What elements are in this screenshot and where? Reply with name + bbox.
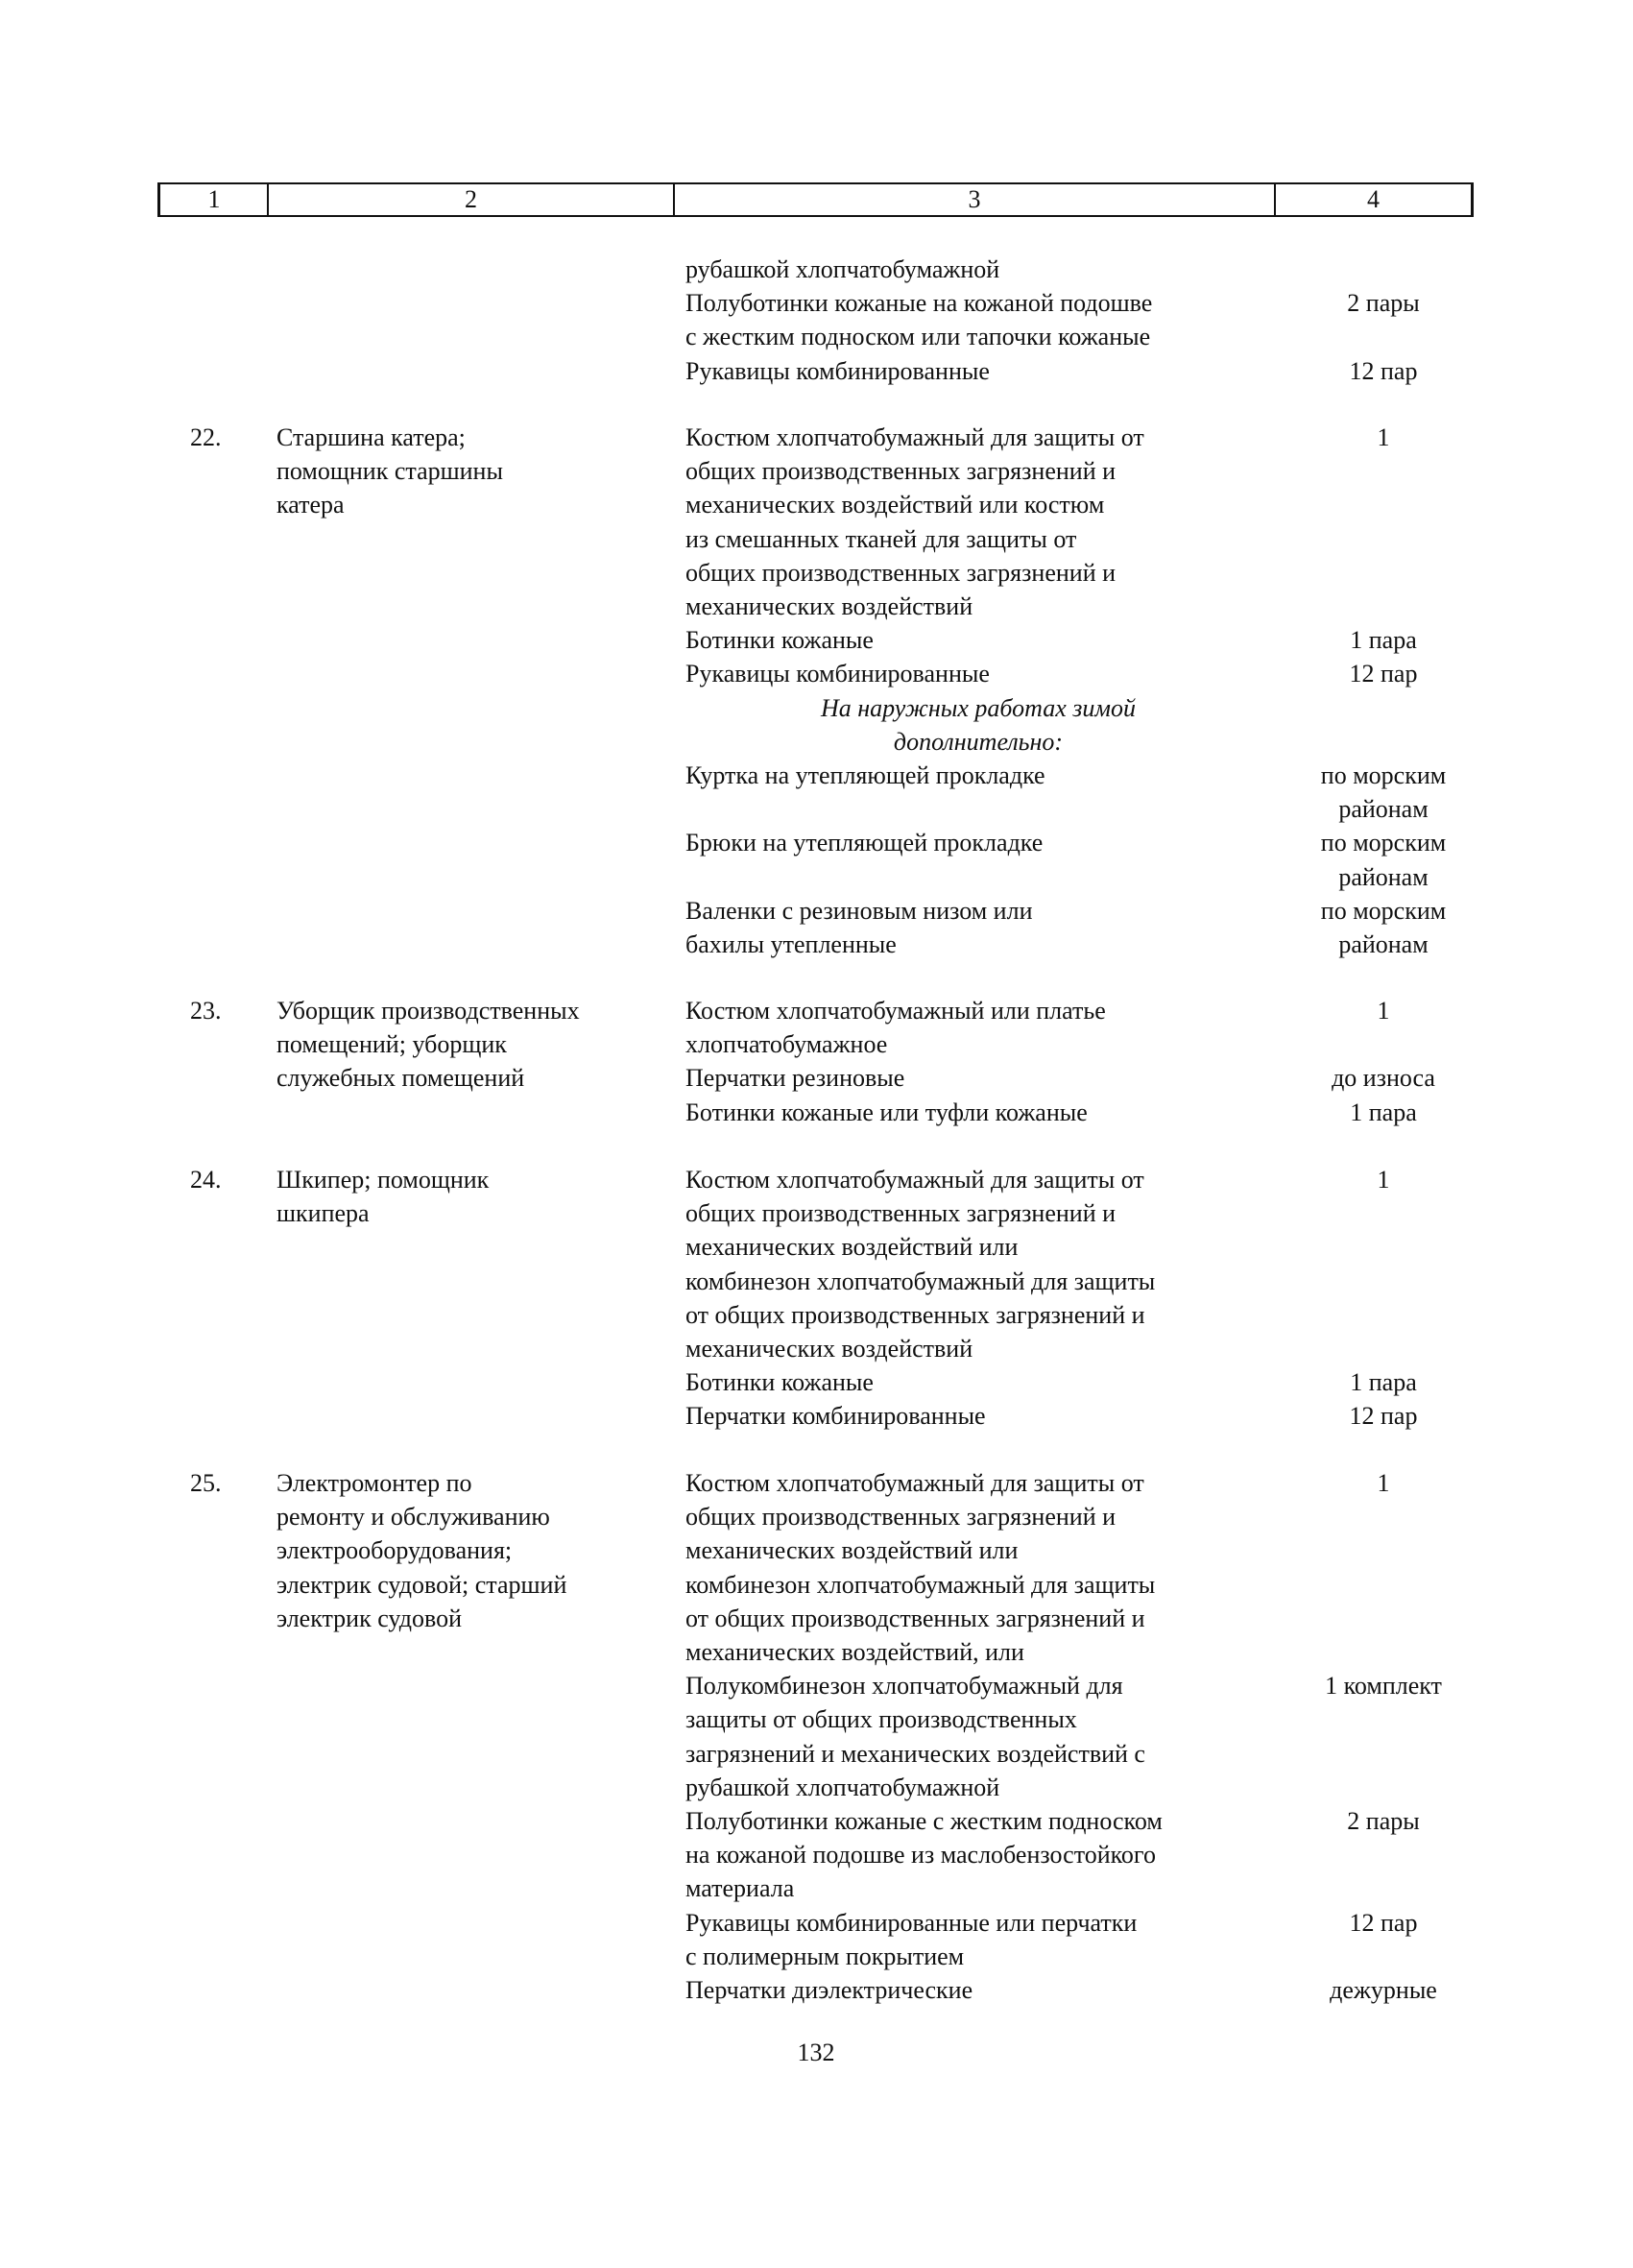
item-description: Костюм хлопчатобумажный для защиты от [685,423,1144,451]
item-description: на кожаной подошве из маслобензостойкого [685,1841,1156,1870]
item-quantity: 1 [1377,1166,1390,1194]
item-description: механических воздействий [685,592,973,620]
item-description: Валенки с резиновым низом или [685,896,1033,925]
profession-name: электрооборудования; [276,1536,513,1565]
item-description: Брюки на утепляющей прокладке [685,829,1044,857]
page-number: 132 [797,2039,835,2066]
item-description: Полуботинки кожаные на кожаной подошве [685,289,1153,318]
item-description: Полукомбинезон хлопчатобумажный для [685,1672,1123,1701]
item-description: комбинезон хлопчатобумажный для защиты [685,1267,1156,1295]
item-description: механических воздействий, или [685,1638,1024,1666]
item-description: общих производственных загрязнений и [685,1503,1117,1532]
item-description: от общих производственных загрязнений и [685,1604,1145,1632]
profession-name: Уборщик производственных [276,997,580,1025]
item-quantity: по морским [1320,761,1447,789]
profession-name: служебных помещений [276,1064,525,1093]
item-quantity: 1 пара [1350,626,1417,655]
item-description: механических воздействий или [685,1233,1019,1262]
profession-name: помощник старшины [276,457,503,486]
item-description: бахилы утепленные [685,930,897,958]
item-quantity: 1 пара [1350,1098,1417,1126]
item-quantity: 12 пар [1349,1402,1418,1431]
item-description: Куртка на утепляющей прокладке [685,761,1045,789]
entry-number: 23. [190,997,222,1025]
item-description: рубашкой хлопчатобумажной [685,1773,1000,1801]
section-subheading: дополнительно: [893,727,1064,756]
item-quantity: 2 пары [1347,1807,1420,1835]
item-quantity: районам [1338,862,1429,891]
item-description: загрязнений и механических воздействий с [685,1739,1145,1768]
item-quantity: 12 пар [1349,660,1418,688]
profession-name: катера [276,491,345,519]
column-header-2: 2 [465,185,477,213]
section-subheading: На наружных работах зимой [820,693,1137,722]
item-description: с полимерным покрытием [685,1942,965,1970]
item-description: механических воздействий или костюм [685,491,1105,519]
item-quantity: дежурные [1330,1976,1437,2004]
column-header-3: 3 [968,185,981,213]
item-description: Ботинки кожаные [685,1368,874,1397]
entry-number: 25. [190,1469,222,1497]
item-description: Рукавицы комбинированные [685,660,990,688]
item-description: общих производственных загрязнений и [685,457,1117,486]
item-description: Полуботинки кожаные с жестким подноском [685,1807,1163,1835]
item-quantity: до износа [1332,1064,1435,1093]
profession-name: Старшина катера; [276,423,466,451]
column-header-4: 4 [1367,185,1380,213]
item-quantity: 12 пар [1349,1908,1418,1937]
item-description: материала [685,1874,795,1903]
profession-name: Шкипер; помощник [276,1166,490,1194]
column-header-row [157,182,1474,217]
item-description: Рукавицы комбинированные или перчатки [685,1908,1138,1937]
item-quantity: 1 [1377,1469,1390,1497]
item-description: с жестким подноском или тапочки кожаные [685,323,1151,351]
item-description: Рукавицы комбинированные [685,356,990,385]
item-description: комбинезон хлопчатобумажный для защиты [685,1570,1156,1599]
entry-number: 22. [190,423,222,451]
item-description: общих производственных загрязнений и [685,1199,1117,1228]
item-description: Ботинки кожаные [685,626,874,655]
item-description: Перчатки комбинированные [685,1402,986,1431]
item-description: Ботинки кожаные или туфли кожаные [685,1098,1088,1126]
item-description: Костюм хлопчатобумажный для защиты от [685,1469,1144,1497]
item-description: механических воздействий или [685,1536,1019,1565]
column-header-1: 1 [207,185,221,213]
item-description: хлопчатобумажное [685,1030,888,1059]
item-quantity: 12 пар [1349,356,1418,385]
item-quantity: по морским [1320,896,1447,925]
item-quantity: районам [1338,930,1429,958]
item-description: из смешанных тканей для защиты от [685,524,1077,553]
item-quantity: районам [1338,795,1429,824]
item-quantity: 1 [1377,423,1390,451]
item-description: Костюм хлопчатобумажный или платье [685,997,1106,1025]
item-description: от общих производственных загрязнений и [685,1300,1145,1329]
profession-name: электрик судовой [276,1604,463,1632]
item-description: Перчатки диэлектрические [685,1976,973,2004]
profession-name: Электромонтер по [276,1469,472,1497]
entry-number: 24. [190,1166,222,1194]
profession-name: ремонту и обслуживанию [276,1503,550,1532]
item-quantity: 1 комплект [1325,1672,1442,1701]
item-description: Перчатки резиновые [685,1064,905,1093]
item-description: рубашкой хлопчатобумажной [685,255,1000,283]
profession-name: шкипера [276,1199,370,1228]
item-quantity: по морским [1320,829,1447,857]
profession-name: помещений; уборщик [276,1030,507,1059]
item-quantity: 2 пары [1347,289,1420,318]
profession-name: электрик судовой; старший [276,1570,567,1599]
item-quantity: 1 пара [1350,1368,1417,1397]
item-description: механических воздействий [685,1335,973,1363]
item-description: Костюм хлопчатобумажный для защиты от [685,1166,1144,1194]
item-quantity: 1 [1377,997,1390,1025]
item-description: защиты от общих производственных [685,1705,1077,1734]
item-description: общих производственных загрязнений и [685,558,1117,587]
